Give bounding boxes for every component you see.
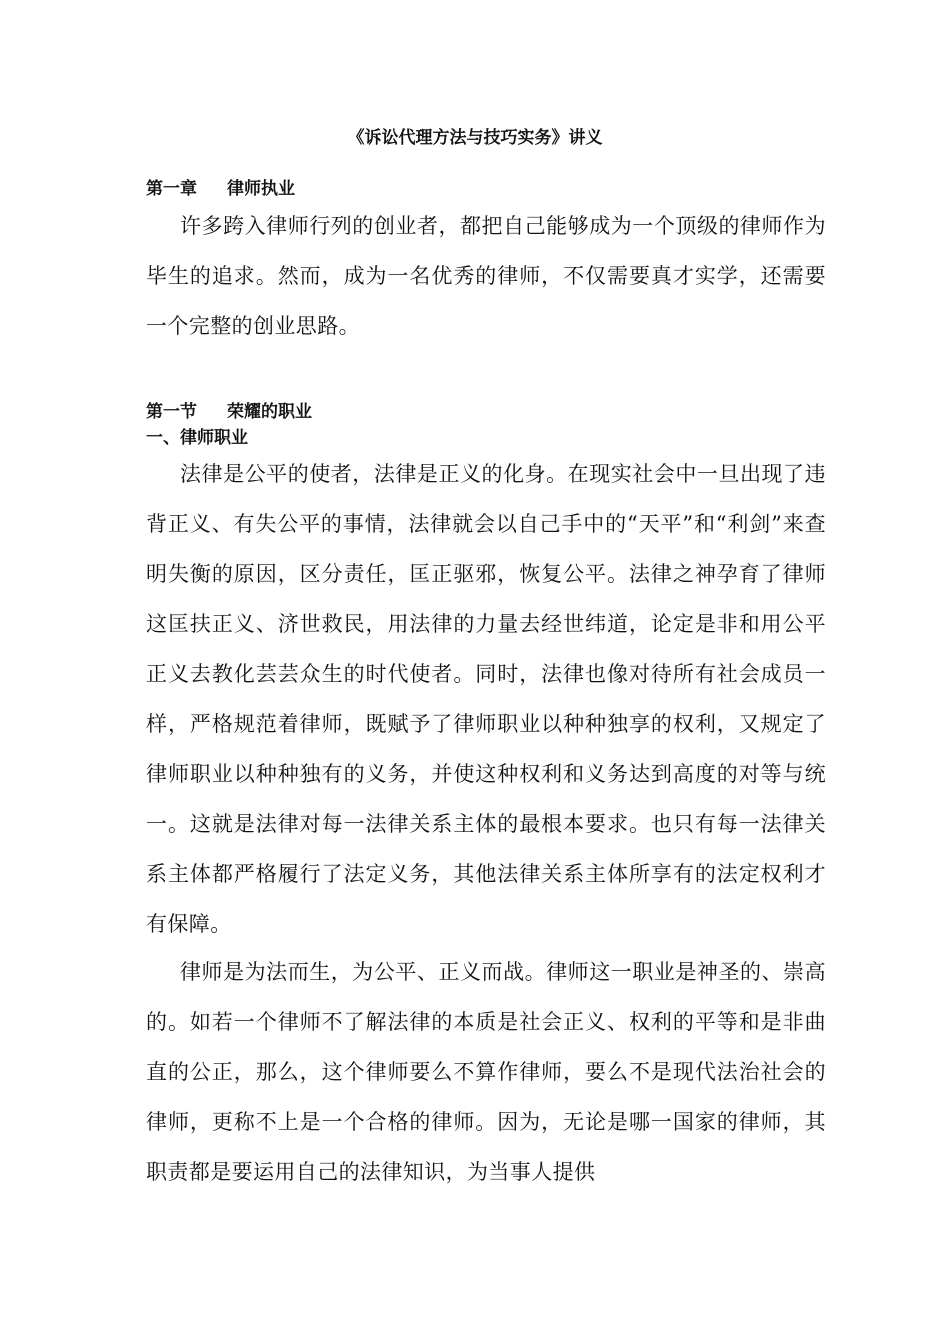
body-paragraph-1: 法律是公平的使者，法律是正义的化身。在现实社会中一旦出现了违背正义、有失公平的事情，法律就会以自己手中的“天平”和“利剑”来查明失衡的原因，区分责任，匡正驱邪，恢复公平。法律之神孕育了律师这匡扶正义、济世救民，用法律的力量去经世纬道，论定是非和用公平正义去教化芸芸众生的时代使者。同时，法律也像对待所有社会成员一样，严格规范着律师，既赋予了律师职业以种种独享的权利，又规定了律师职业以种种独有的义务，并使这种权利和义务达到高度的对等与统一。这就是法律对每一法律关系主体的最根本要求。也只有每一法律关系主体都严格履行了法定义务，其他法律关系主体所享有的法定权利才有保障。: [146, 462, 826, 936]
document-title: 《诉讼代理方法与技巧实务》讲义: [347, 128, 603, 148]
intro-paragraph: 许多跨入律师行列的创业者，都把自己能够成为一个顶级的律师作为毕生的追求。然而，成为一名优秀的律师，不仅需要真才实学，还需要一个完整的创业思路。: [146, 214, 826, 338]
section-number: 第一节: [146, 402, 197, 422]
section-name: 荣耀的职业: [227, 402, 312, 422]
chapter-number: 第一章: [146, 179, 197, 199]
subsection-heading: 一、律师职业: [146, 428, 248, 448]
chapter-heading: [146, 177, 295, 201]
chapter-name: 律师执业: [227, 179, 295, 199]
section-heading: [146, 400, 312, 424]
body-paragraph-2: 律师是为法而生，为公平、正义而战。律师这一职业是神圣的、崇高的。如若一个律师不了解法律的本质是社会正义、权利的平等和是非曲直的公正，那么，这个律师要么不算作律师，要么不是现代法治社会的律师，更称不上是一个合格的律师。因为，无论是哪一国家的律师，其职责都是要运用自己的法律知识，为当事人提供: [146, 960, 826, 1184]
